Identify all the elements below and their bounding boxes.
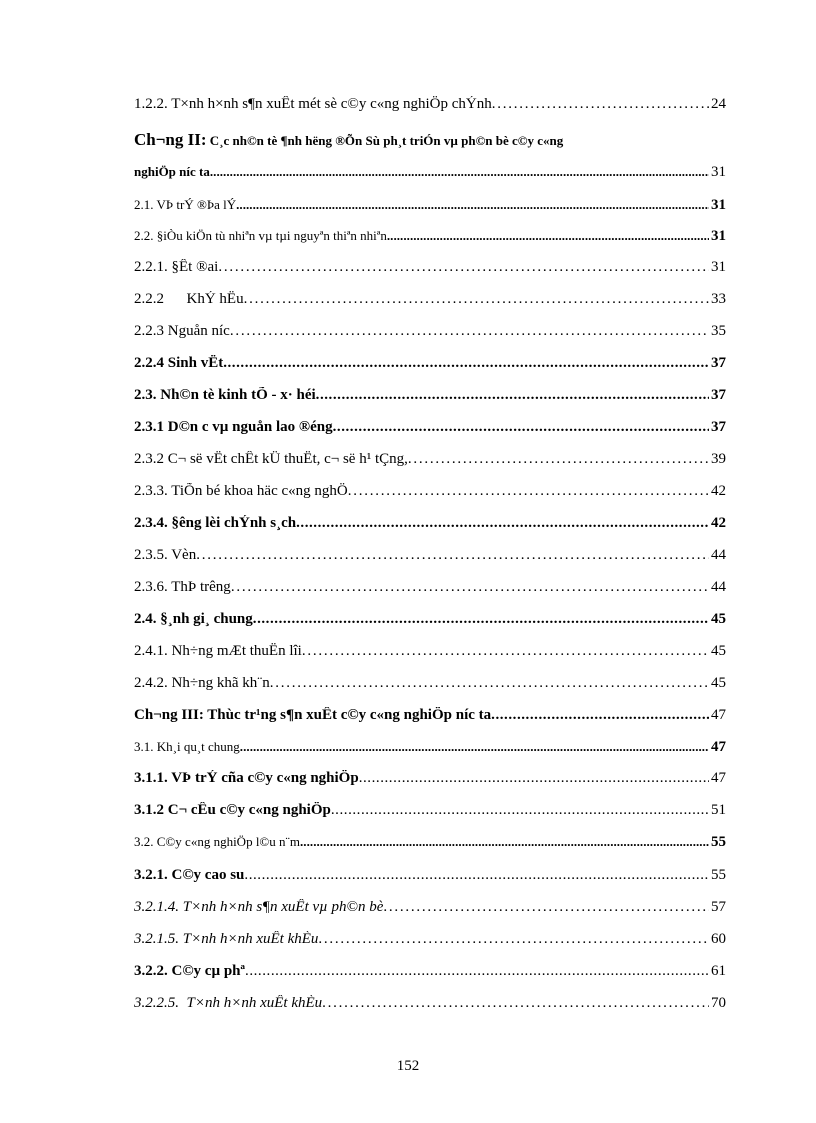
leader-dots xyxy=(230,323,709,340)
leader-dots xyxy=(236,197,709,213)
toc-entry-label: 2.3.6. ThÞ trêng xyxy=(134,579,231,595)
toc-entry-label: 2.1. VÞ trÝ ®Þa lÝ xyxy=(134,197,237,212)
toc-entry-page: 47 xyxy=(711,770,726,786)
toc-entry xyxy=(134,96,726,128)
toc-entry-page: 42 xyxy=(711,515,726,531)
toc-entry-label: 3.2.1.4. T×nh h×nh s¶n xuÊt vµ ph©n bè xyxy=(134,899,384,915)
toc-entry-page: 24 xyxy=(711,96,726,112)
leader-dots xyxy=(387,228,709,244)
leader-dots xyxy=(240,739,709,755)
toc-entry-page: 45 xyxy=(711,675,726,691)
chapter-number: Ch¬ng II: xyxy=(134,130,207,149)
toc-entry-label: Ch¬ng III: Thùc tr¹ng s¶n xuÊt c©y c«ng nghiÖp níc ta xyxy=(134,707,492,723)
toc-entry-label: 2.2. §iÒu kiÖn tù nhiªn vµ tµi nguyªn thiªn nhiªn xyxy=(134,228,387,243)
toc-entry-label: 3.2.2.5. T×nh h×nh xuÊt khÈu xyxy=(134,995,323,1011)
chapter-title: C¸c nh©n tè ¶nh hëng ®Õn Sù ph¸t triÓn vµ ph©n bè c©y c«ng xyxy=(206,133,564,148)
leader-dots xyxy=(348,483,709,500)
toc-entry-page: 35 xyxy=(711,323,726,339)
leader-dots xyxy=(322,995,709,1012)
toc-entry-page: 39 xyxy=(711,451,726,467)
toc-entry-label: 2.4.2. Nh÷ng khã kh¨n xyxy=(134,675,270,691)
leader-dots xyxy=(245,963,709,980)
toc-entry xyxy=(134,802,726,834)
toc-entry xyxy=(134,419,726,451)
toc-entry xyxy=(134,451,726,483)
toc-entry xyxy=(134,963,726,995)
toc-entry-page: 55 xyxy=(711,867,726,883)
toc-entry-label: 3.2.1.5. T×nh h×nh xuÊt khÈu xyxy=(134,931,319,947)
toc-entry-page: 44 xyxy=(711,547,726,563)
leader-dots xyxy=(492,96,709,113)
toc-entry-label: 1.2.2. T×nh h×nh s¶n xuÊt mét sè c©y c«ng nghiÖp chÝnh xyxy=(134,96,492,112)
leader-dots xyxy=(223,355,709,372)
toc-entry xyxy=(134,643,726,675)
leader-dots xyxy=(359,770,709,787)
leader-dots xyxy=(253,611,709,628)
toc-entry-label: 2.3.4. §êng lèi chÝnh s¸ch xyxy=(134,515,297,531)
toc-entry xyxy=(134,995,726,1027)
leader-dots xyxy=(244,867,709,884)
toc-entry xyxy=(134,323,726,355)
leader-dots xyxy=(218,259,709,276)
toc-entry-label: 3.2.2. C©y cµ phª xyxy=(134,963,246,979)
toc-entry-page: 45 xyxy=(711,643,726,659)
toc-entry-page: 61 xyxy=(711,963,726,979)
toc-entry-page: 31 xyxy=(711,259,726,275)
toc-entry xyxy=(134,739,726,770)
toc-entry xyxy=(134,834,726,867)
leader-dots xyxy=(210,164,709,180)
toc-entry-label: 2.2.3 Nguån níc xyxy=(134,323,230,339)
toc-entry-page: 37 xyxy=(711,419,726,435)
leader-dots xyxy=(333,419,709,436)
toc-entry-label: 3.2. C©y c«ng nghiÖp l©u n¨m xyxy=(134,834,300,849)
toc-entry-label: 2.3.5. Vèn xyxy=(134,547,197,563)
toc-entry xyxy=(134,770,726,802)
toc-entry-label: 3.1.1. VÞ trÝ cña c©y c«ng nghiÖp xyxy=(134,770,359,786)
toc-entry-page: 33 xyxy=(711,291,726,307)
toc-entry-label: 2.3.3. TiÕn bé khoa häc c«ng nghÖ xyxy=(134,483,348,499)
page-number: 152 xyxy=(396,1058,420,1074)
toc-entry xyxy=(134,707,726,739)
toc-entry xyxy=(134,867,726,899)
toc-entry-label: 2.3. Nh©n tè kinh tÕ - x· héi xyxy=(134,387,316,403)
toc-entry-page: 57 xyxy=(711,899,726,915)
toc-entry-page: 47 xyxy=(711,707,726,723)
toc-entry xyxy=(134,675,726,707)
leader-dots xyxy=(300,834,709,850)
leader-dots xyxy=(302,643,709,660)
toc-entry-page: 45 xyxy=(711,611,726,627)
leader-dots xyxy=(196,547,709,564)
toc-entry-page: 31 xyxy=(711,197,726,213)
toc-entry xyxy=(134,387,726,419)
toc-entry xyxy=(134,197,726,228)
toc-entry xyxy=(134,899,726,931)
toc-entry-page: 44 xyxy=(711,579,726,595)
toc-entry-page: 37 xyxy=(711,355,726,371)
toc-entry-label: 2.4.1. Nh÷ng mÆt thuËn lîi xyxy=(134,643,302,659)
leader-dots xyxy=(296,515,709,532)
toc-entry-label: 2.3.1 D©n c vµ nguån lao ®éng xyxy=(134,419,333,435)
leader-dots xyxy=(408,451,709,468)
toc-entry xyxy=(134,547,726,579)
toc-entry-label: 2.3.2 C¬ së vËt chÊt kÜ thuËt, c¬ së h¹ tÇng, xyxy=(134,451,408,467)
leader-dots xyxy=(244,291,709,308)
toc-entry xyxy=(134,355,726,387)
leader-dots xyxy=(331,802,709,819)
toc-entry-label: 2.2.1. §Êt ®ai xyxy=(134,259,219,275)
leader-dots xyxy=(318,931,709,948)
toc-entry xyxy=(134,483,726,515)
toc-entry-label: 2.2.4 Sinh vËt xyxy=(134,355,224,371)
table-of-contents xyxy=(134,96,726,1027)
toc-entry-page: 70 xyxy=(711,995,726,1011)
toc-entry-page: 31 xyxy=(711,164,726,180)
leader-dots xyxy=(316,387,709,404)
toc-entry-page: 60 xyxy=(711,931,726,947)
toc-entry xyxy=(134,579,726,611)
toc-entry xyxy=(134,259,726,291)
toc-entry-label: 3.1.2 C¬ cÊu c©y c«ng nghiÖp xyxy=(134,802,331,818)
toc-entry-label: 2.4. §¸nh gi¸ chung xyxy=(134,611,253,627)
leader-dots xyxy=(231,579,709,596)
toc-entry-page: 47 xyxy=(711,739,726,755)
toc-entry xyxy=(134,228,726,259)
toc-entry-page: 51 xyxy=(711,802,726,818)
toc-entry-page: 55 xyxy=(711,834,726,850)
toc-entry-page: 31 xyxy=(711,228,726,244)
toc-entry-label: 2.2.2 KhÝ hËu xyxy=(134,291,244,307)
toc-entry xyxy=(134,515,726,547)
toc-entry xyxy=(134,611,726,643)
chapter-heading xyxy=(134,128,726,164)
toc-entry-page: 37 xyxy=(711,387,726,403)
toc-entry xyxy=(134,164,726,197)
toc-entry xyxy=(134,291,726,323)
chapter-title-continued: nghiÖp níc ta xyxy=(134,164,210,179)
toc-entry-label: 3.1. Kh¸i qu¸t chung xyxy=(134,739,240,754)
toc-entry-label: 3.2.1. C©y cao su xyxy=(134,867,245,883)
leader-dots xyxy=(383,899,709,916)
leader-dots xyxy=(491,707,709,724)
toc-entry xyxy=(134,931,726,963)
toc-entry-page: 42 xyxy=(711,483,726,499)
leader-dots xyxy=(270,675,709,692)
